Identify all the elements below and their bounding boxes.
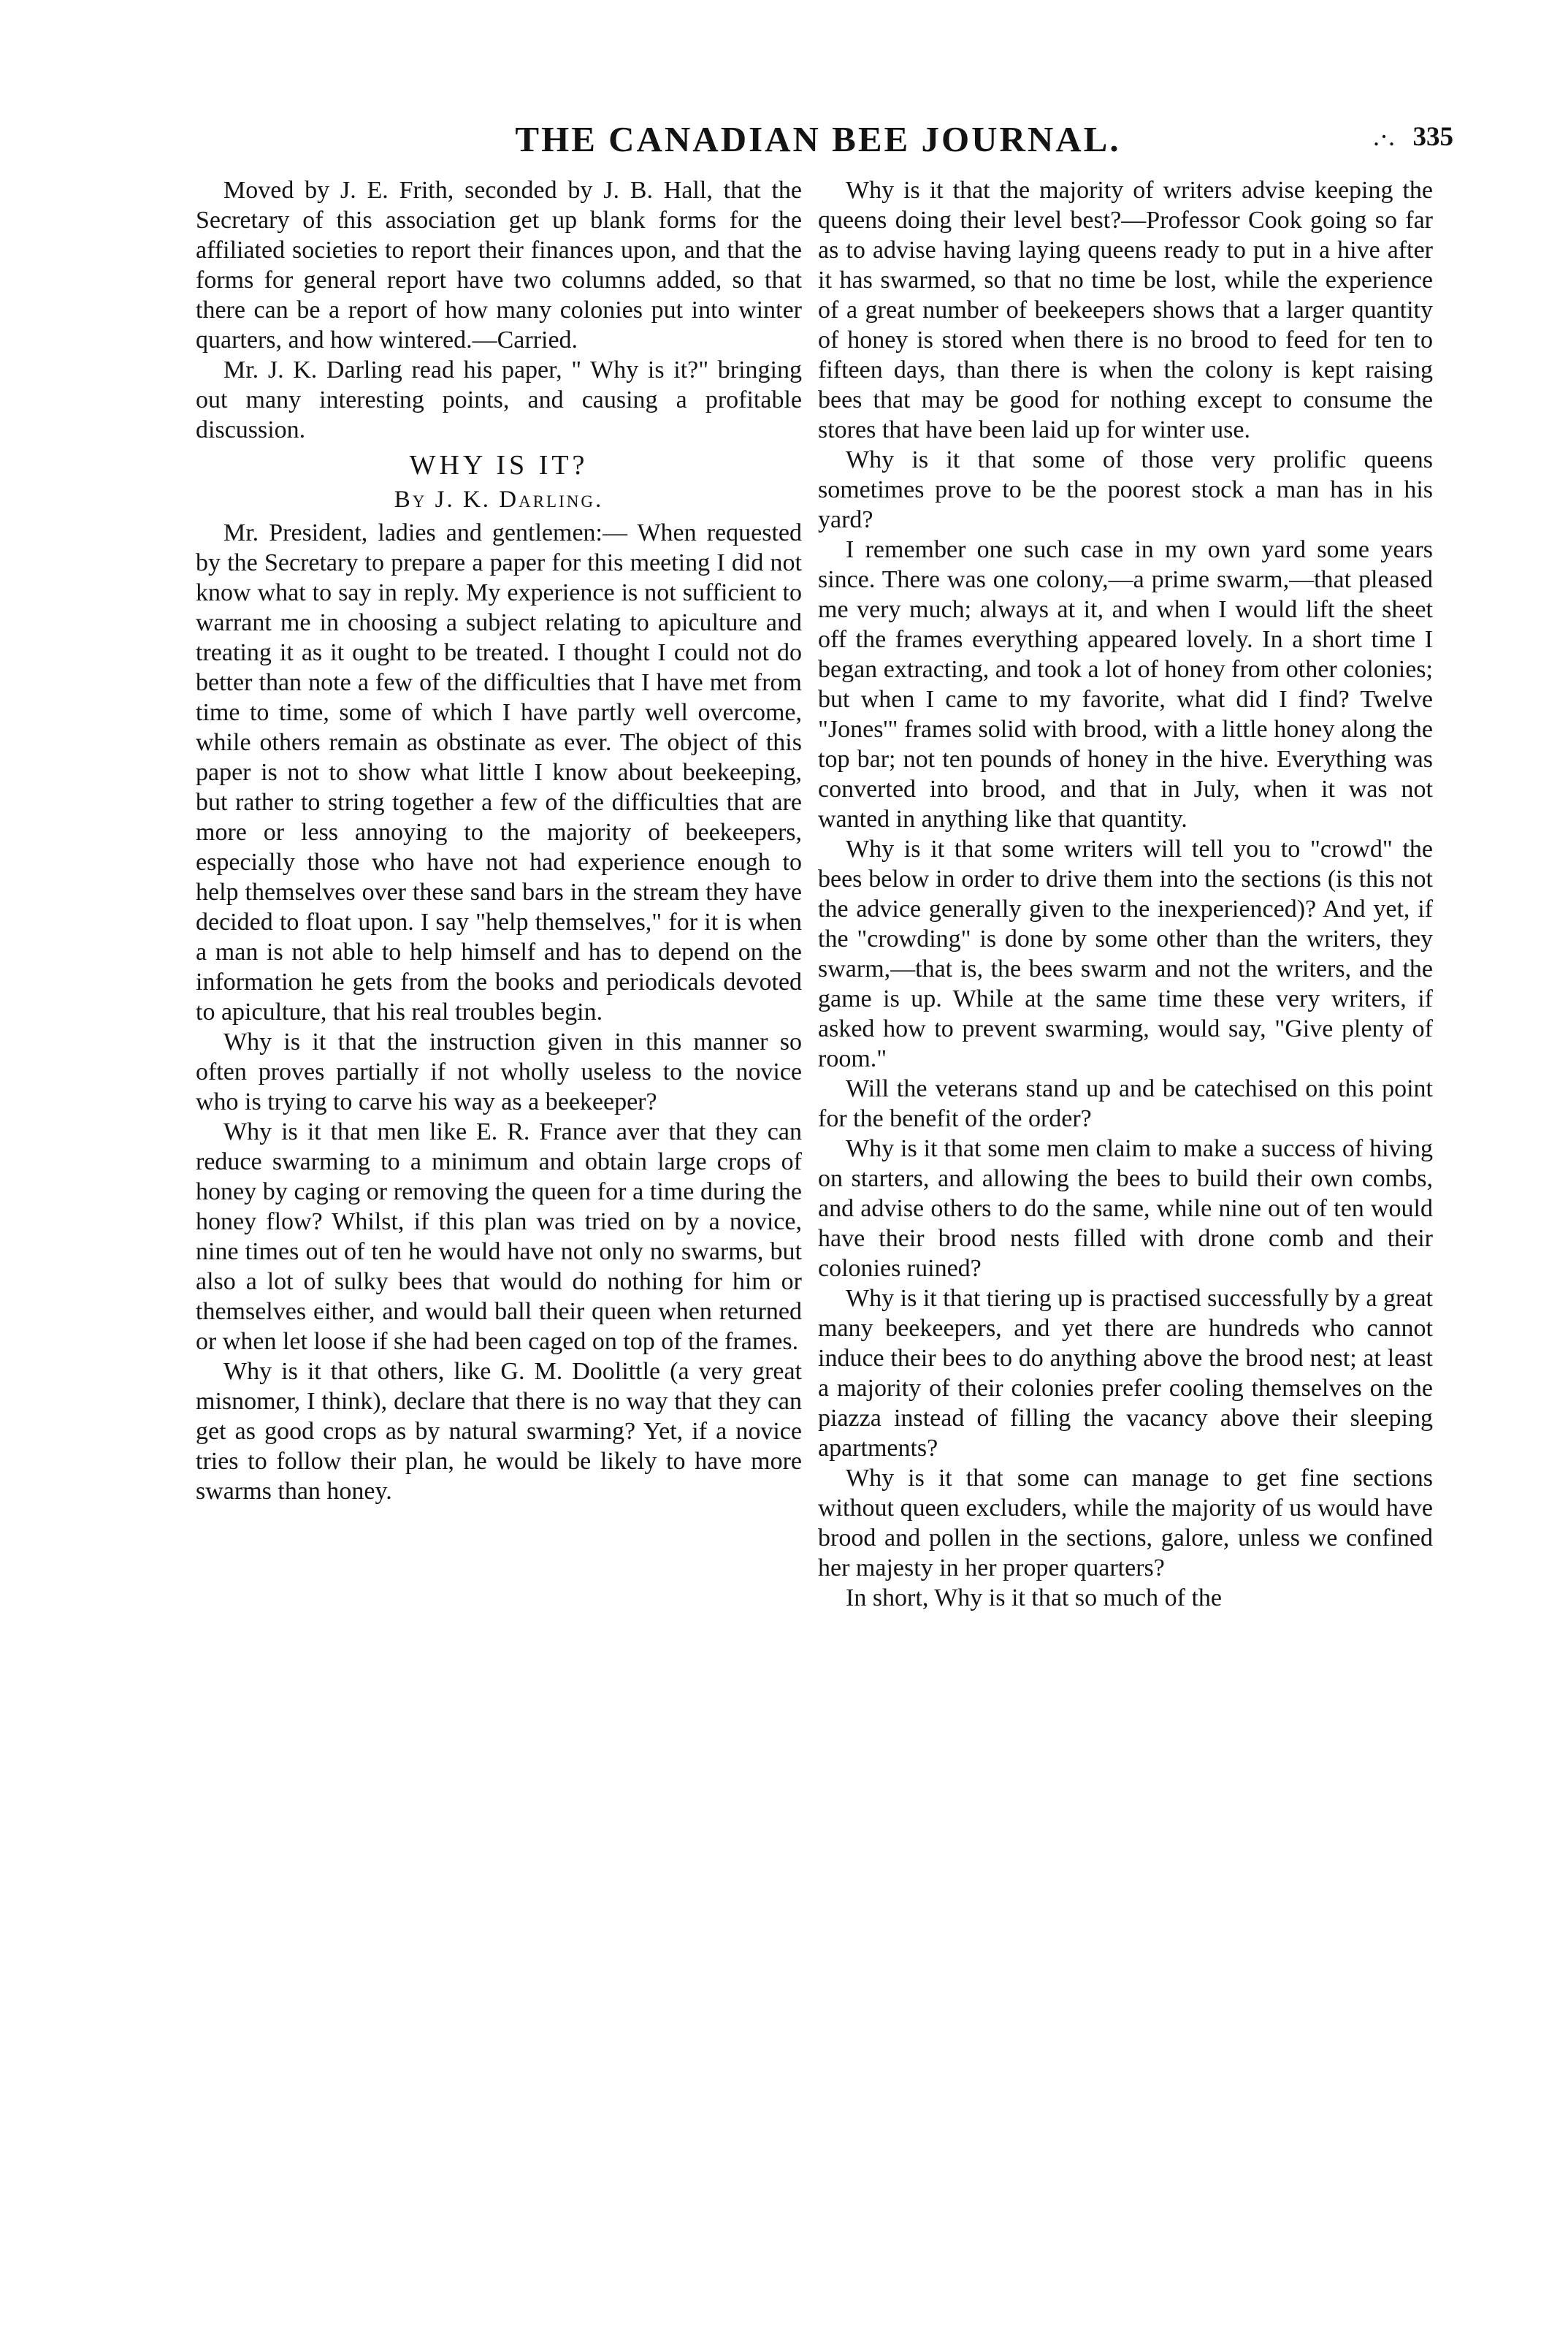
paragraph-darling-paper: Mr. J. K. Darling read his paper, " Why is it?" bringing out many interesting points, and causing a profitable discussion. [196, 356, 802, 443]
page-number: 335 [1412, 122, 1453, 152]
paragraph-veterans: Will the veterans stand up and be catechised on this point for the benefit of the order? [818, 1075, 1433, 1132]
paragraph-prolific: Why is it that some of those very prolific queens sometimes prove to be the poorest stock a man has in his yard? [818, 446, 1433, 533]
paragraph-starters: Why is it that some men claim to make a success of hiving on starters, and allowing the bees to build their own combs, and advise others to do the same, while nine out of ten would have their brood nests filled with drone comb and their colonies ruined? [818, 1135, 1433, 1282]
article-byline [196, 485, 802, 515]
paragraph-queens: Why is it that the majority of writers advise keeping the queens doing their level best?—Professor Cook going so far as to advise having laying queens ready to put in a hive after it has swarmed, so that no time be lost, while the experience of a great number of beekeepers shows that a larger quantity of honey is stored when there is no brood to feed for ten to fifteen days, than there is when the colony is kept raising bees that may be good for nothing except to consume the stores that have been laid up for winter use. [818, 177, 1433, 443]
paragraph-crowd: Why is it that some writers will tell you to "crowd" the bees below in order to drive them into the sections (is this not the advice generally given to the inexperienced)? And yet, if the "crowding" is done by some other than the writers, they swarm,—that is, the bees swarm and not the writers, and the game is up. While at the same time these very writers, if asked how to prevent swarming, would say, "Give plenty of room." [818, 836, 1433, 1072]
paragraph-case: I remember one such case in my own yard some years since. There was one colony,—a prime swarm,—that pleased me very much; always at it, and when I would lift the sheet off the frames everything appeared lovely. In a short time I began extracting, and took a lot of honey from other colonies; but when I came to my favorite, what did I find? Twelve "Jones'" frames solid with brood, with a little honey along the top bar; not ten pounds of honey in the hive. Everything was converted into brood, and that in July, when it was not wanted in anything like that quantity. [818, 536, 1433, 833]
article-title: WHY IS IT? [409, 450, 589, 481]
page-ornament: .·. [1373, 122, 1395, 151]
paragraph-france: Why is it that men like E. R. France aver that they can reduce swarming to a minimum and obtain large crops of honey by caging or removing the queen for a time during the honey flow? Whilst, if this plan was tried on by a novice, nine times out of ten he would have not only no swarms, but also a lot of sulky bees that would do nothing for him or themselves either, and would ball their queen when returned or when let loose if she had been caged on top of the frames. [196, 1118, 802, 1355]
page-header [183, 117, 1453, 161]
journal-title: THE CANADIAN BEE JOURNAL. [515, 118, 1121, 159]
right-column [818, 175, 1433, 1613]
paragraph-tiering: Why is it that tiering up is practised successfully by a great many beekeepers, and yet there are hundreds who cannot induce their bees to do anything above the brood nest; at least a majority of their colonies prefer cooling themselves on the piazza instead of filling the vacancy above their sleeping apartments? [818, 1285, 1433, 1462]
left-column [196, 175, 802, 1506]
byline-text: By J. K. Darling. [394, 486, 604, 513]
paragraph-motion: Moved by J. E. Frith, seconded by J. B. Hall, that the Secretary of this association get up blank forms for the affiliated societies to report their finances upon, and that the forms for general report have two columns added, so that there can be a report of how many colonies put into winter quarters, and how wintered.—Carried. [196, 177, 802, 354]
paragraph-in-short: In short, Why is it that so much of the [846, 1584, 1222, 1611]
paragraph-doolittle: Why is it that others, like G. M. Doolittle (a very great misnomer, I think), declare that there is no way that they can get as good crops as by natural swarming? Yet, if a novice tries to follow their plan, he would be likely to have more swarms than honey. [196, 1358, 802, 1505]
paragraph-excluders: Why is it that some can manage to get fine sections without queen excluders, while the majority of us would have brood and pollen in the sections, galore, unless we confined her majesty in her proper quarters? [818, 1465, 1433, 1581]
paragraph-introduction: Mr. President, ladies and gentlemen:— When requested by the Secretary to prepare a paper for this meeting I did not know what to say in reply. My experience is not sufficient to warrant me in choosing a subject relating to apiculture and treating it as it ought to be treated. I thought I could not do better than note a few of the difficulties that I have met from time to time, some of which I have partly well overcome, while others remain as obstinate as ever. The object of this paper is not to show what little I know about beekeeping, but rather to string together a few of the difficulties that are more or less annoying to the majority of beekeepers, especially those who have not had experience enough to help themselves over these sand bars in the stream they have decided to float upon. I say "help themselves," for it is when a man is not able to help himself and has to depend on the information he gets from the books and periodicals devoted to apiculture, that his real troubles begin. [196, 519, 802, 1026]
paragraph-instruction: Why is it that the instruction given in this manner so often proves partially if not wholly useless to the novice who is trying to carve his way as a beekeeper? [196, 1028, 802, 1115]
